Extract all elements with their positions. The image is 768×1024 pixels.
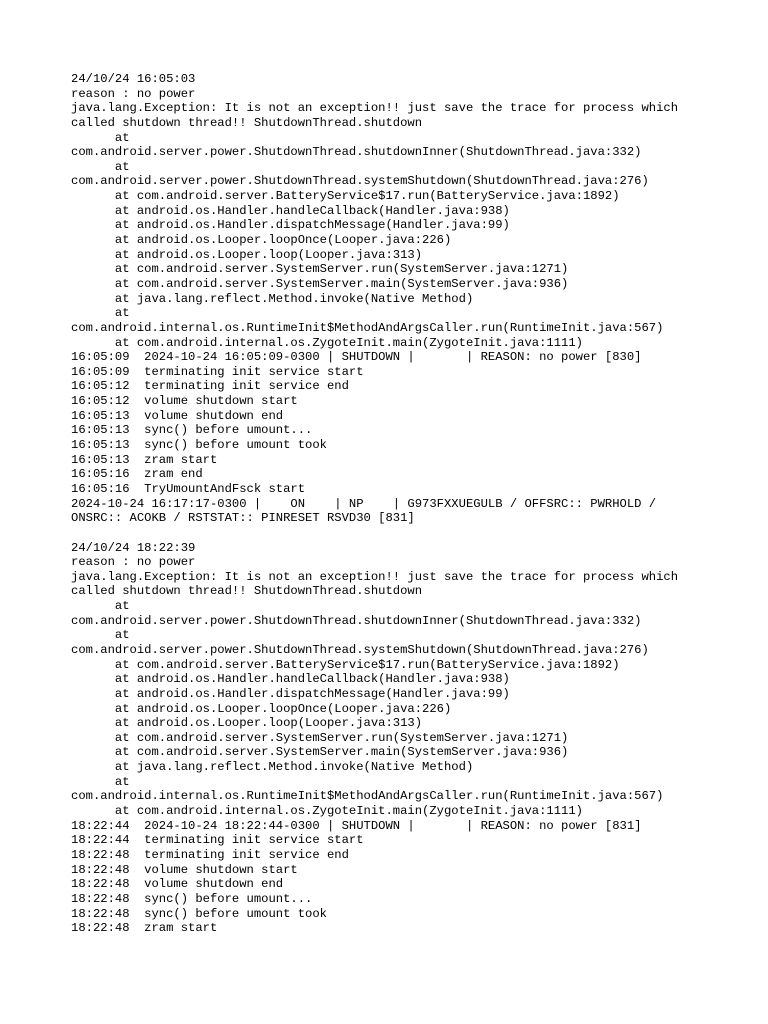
stack-trace-line: at android.os.Looper.loopOnce(Looper.java:226)	[71, 701, 452, 716]
shutdown-event-line: 16:05:13 zram start	[71, 452, 218, 467]
stack-trace-line: at android.os.Handler.dispatchMessage(Handler.java:99)	[71, 218, 510, 233]
stack-trace-line: at com.android.server.SystemServer.main(SystemServer.java:936)	[71, 276, 569, 291]
log-reason: reason : no power	[71, 555, 196, 570]
shutdown-event-line: 16:05:13 sync() before umount took	[71, 438, 327, 453]
stack-trace-line: com.android.internal.os.RuntimeInit$MethodAndArgsCaller.run(RuntimeInit.java:567)	[71, 789, 664, 804]
stack-trace-line: at android.os.Looper.loop(Looper.java:313)	[71, 247, 423, 262]
stack-trace-line: at com.android.internal.os.ZygoteInit.main(ZygoteInit.java:1111)	[71, 804, 583, 819]
stack-trace-line: at	[71, 306, 130, 321]
stack-trace-line: at	[71, 774, 130, 789]
shutdown-event-line: 18:22:48 terminating init service end	[71, 847, 349, 862]
shutdown-event-line: 18:22:44 2024-10-24 18:22:44-0300 | SHUTDOWN | | REASON: no power [831]	[71, 818, 642, 833]
shutdown-event-line: 16:05:12 volume shutdown start	[71, 394, 298, 409]
log-timestamp-header: 24/10/24 18:22:39	[71, 540, 196, 555]
shutdown-event-line: 18:22:48 sync() before umount took	[71, 906, 327, 921]
stack-trace-line: at com.android.server.BatteryService$17.run(BatteryService.java:1892)	[71, 189, 620, 204]
log-entry	[71, 72, 731, 526]
shutdown-event-line: 16:05:13 volume shutdown end	[71, 408, 284, 423]
power-on-line: ONSRC:: ACOKB / RSTSTAT:: PINRESET RSVD30 [831]	[71, 511, 415, 526]
shutdown-event-line: 16:05:12 terminating init service end	[71, 379, 349, 394]
log-line: java.lang.Exception: It is not an exception!! just save the trace for process which	[71, 569, 679, 584]
stack-trace-line: at com.android.server.SystemServer.main(SystemServer.java:936)	[71, 745, 569, 760]
shutdown-event-line: 18:22:48 zram start	[71, 921, 218, 936]
log-entry	[71, 541, 731, 936]
stack-trace-line: at android.os.Handler.handleCallback(Handler.java:938)	[71, 203, 510, 218]
shutdown-event-line: 18:22:48 sync() before umount...	[71, 891, 313, 906]
stack-trace-line: at	[71, 159, 130, 174]
stack-trace-line: at java.lang.reflect.Method.invoke(Native Method)	[71, 760, 474, 775]
log-reason: reason : no power	[71, 86, 196, 101]
stack-trace-line: com.android.internal.os.RuntimeInit$MethodAndArgsCaller.run(RuntimeInit.java:567)	[71, 320, 664, 335]
shutdown-event-line: 16:05:09 terminating init service start	[71, 364, 364, 379]
stack-trace-line: at android.os.Handler.dispatchMessage(Handler.java:99)	[71, 686, 510, 701]
shutdown-event-line: 16:05:13 sync() before umount...	[71, 423, 313, 438]
entry-separator	[71, 526, 731, 541]
log-line: called shutdown thread!! ShutdownThread.shutdown	[71, 584, 423, 599]
shutdown-event-line: 18:22:44 terminating init service start	[71, 833, 364, 848]
shutdown-event-line: 18:22:48 volume shutdown start	[71, 862, 298, 877]
stack-trace-line: at	[71, 628, 130, 643]
stack-trace-line: com.android.server.power.ShutdownThread.systemShutdown(ShutdownThread.java:276)	[71, 642, 649, 657]
stack-trace-line: at	[71, 599, 130, 614]
stack-trace-line: at android.os.Looper.loop(Looper.java:313)	[71, 716, 423, 731]
log-document	[71, 72, 731, 936]
stack-trace-line: at com.android.server.SystemServer.run(SystemServer.java:1271)	[71, 730, 569, 745]
shutdown-event-line: 18:22:48 volume shutdown end	[71, 877, 284, 892]
stack-trace-line: com.android.server.power.ShutdownThread.shutdownInner(ShutdownThread.java:332)	[71, 613, 642, 628]
stack-trace-line: at java.lang.reflect.Method.invoke(Native Method)	[71, 291, 474, 306]
shutdown-event-line: 16:05:16 zram end	[71, 467, 203, 482]
stack-trace-line: at com.android.server.BatteryService$17.run(BatteryService.java:1892)	[71, 657, 620, 672]
log-line: java.lang.Exception: It is not an exception!! just save the trace for process which	[71, 101, 679, 116]
log-line: called shutdown thread!! ShutdownThread.shutdown	[71, 115, 423, 130]
stack-trace-line: com.android.server.power.ShutdownThread.systemShutdown(ShutdownThread.java:276)	[71, 174, 649, 189]
stack-trace-line: at android.os.Handler.handleCallback(Handler.java:938)	[71, 672, 510, 687]
stack-trace-line: at	[71, 130, 130, 145]
stack-trace-line: at android.os.Looper.loopOnce(Looper.java:226)	[71, 233, 452, 248]
log-timestamp-header: 24/10/24 16:05:03	[71, 72, 196, 86]
stack-trace-line: com.android.server.power.ShutdownThread.shutdownInner(ShutdownThread.java:332)	[71, 145, 642, 160]
stack-trace-line: at com.android.server.SystemServer.run(SystemServer.java:1271)	[71, 262, 569, 277]
power-on-line: 2024-10-24 16:17:17-0300 | ON | NP | G973FXXUEGULB / OFFSRC:: PWRHOLD /	[71, 496, 657, 511]
shutdown-event-line: 16:05:16 TryUmountAndFsck start	[71, 481, 306, 496]
shutdown-event-line: 16:05:09 2024-10-24 16:05:09-0300 | SHUTDOWN | | REASON: no power [830]	[71, 350, 642, 365]
stack-trace-line: at com.android.internal.os.ZygoteInit.main(ZygoteInit.java:1111)	[71, 335, 583, 350]
